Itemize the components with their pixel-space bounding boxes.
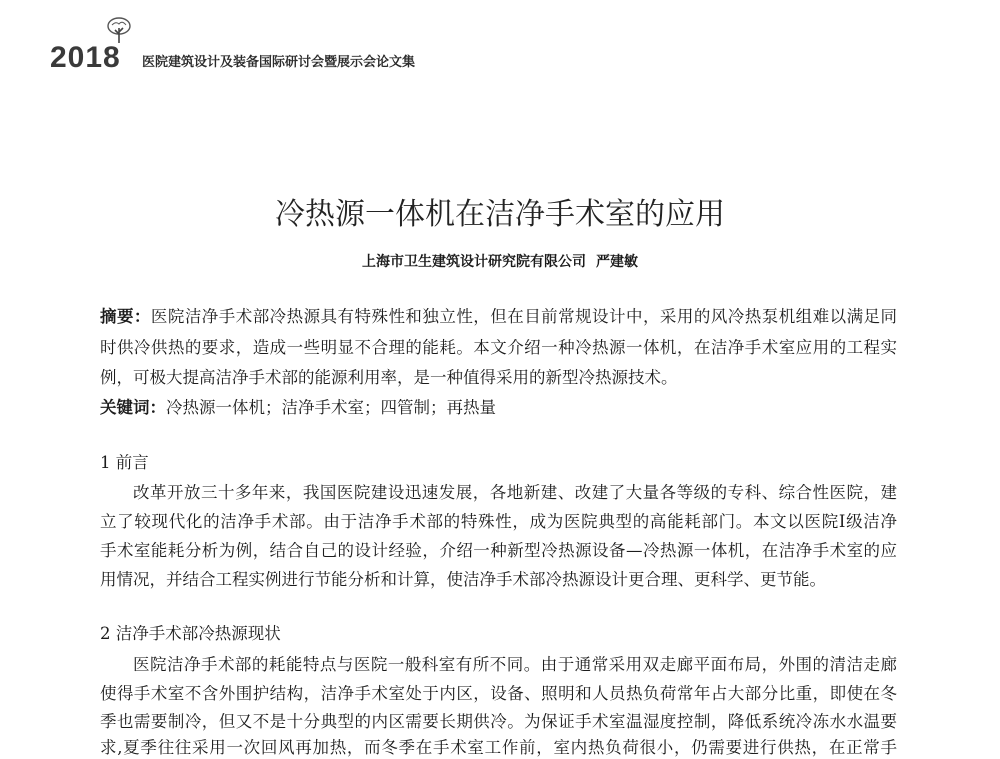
paragraph-line: 用情况，并结合工程实例进行节能分析和计算，使洁净手术部冷热源设计更合理、更科学、更节能。 [100, 570, 826, 589]
paragraph-line: 改革开放三十多年来，我国医院建设迅速发展，各地新建、改建了大量各等级的专科、综合性医院，建 [133, 483, 897, 502]
abstract-line: 时供冷供热的要求，造成一些明显不合理的能耗。本文介绍一种冷热源一体机，在洁净手术室应用的工程实 [100, 338, 897, 357]
abstract-line: 例，可极大提高洁净手术部的能源利用率，是一种值得采用的新型冷热源技术。 [100, 368, 678, 387]
paragraph-line: 季也需要制冷，但又不是十分典型的内区需要长期供冷。为保证手术室温湿度控制，降低系统冷冻水水温要 [100, 712, 897, 731]
keywords-label: 关键词： [100, 398, 166, 417]
paragraph-line: 医院洁净手术部的耗能特点与医院一般科室有所不同。由于通常采用双走廊平面布局，外围的清洁走廊 [133, 655, 897, 674]
keywords-text: 冷热源一体机；洁净手术室；四管制；再热量 [166, 398, 496, 417]
proceedings-title: 医院建筑设计及装备国际研讨会暨展示会论文集 [142, 55, 416, 70]
paragraph-line: 使得手术室不含外围护结构，洁净手术室处于内区，设备、照明和人员热负荷常年占大部分比重，即使在冬 [100, 684, 897, 703]
abstract-line [100, 306, 897, 328]
author-byline [0, 252, 1000, 272]
tree-logo-icon [104, 16, 134, 46]
keywords-line [100, 397, 897, 419]
paper-title: 冷热源一体机在洁净手术室的应用 [275, 197, 725, 232]
section-heading: 2 洁净手术部冷热源现状 [100, 624, 281, 643]
affiliation: 上海市卫生建筑设计研究院有限公司 [362, 254, 586, 270]
paragraph-line: 求,夏季往往采用一次回风再加热，而冬季在手术室工作前，室内热负荷很小，仍需要进行供热，在正常手 [100, 738, 897, 757]
abstract-text: 医院洁净手术部冷热源具有特殊性和独立性，但在目前常规设计中，采用的风冷热泵机组难以满足同 [150, 307, 898, 326]
abstract-label: 摘要： [100, 307, 151, 326]
paragraph-line: 手术室能耗分析为例，结合自己的设计经验，介绍一种新型冷热源设备—冷热源一体机，在洁净手术室的应 [100, 541, 897, 560]
section-heading: 1 前言 [100, 453, 149, 472]
author-name: 严建敏 [596, 254, 638, 270]
paragraph-line: 立了较现代化的洁净手术部。由于洁净手术部的特殊性，成为医院典型的高能耗部门。本文以医院I级洁净 [100, 512, 897, 531]
conference-logo: 2018 [50, 41, 121, 74]
